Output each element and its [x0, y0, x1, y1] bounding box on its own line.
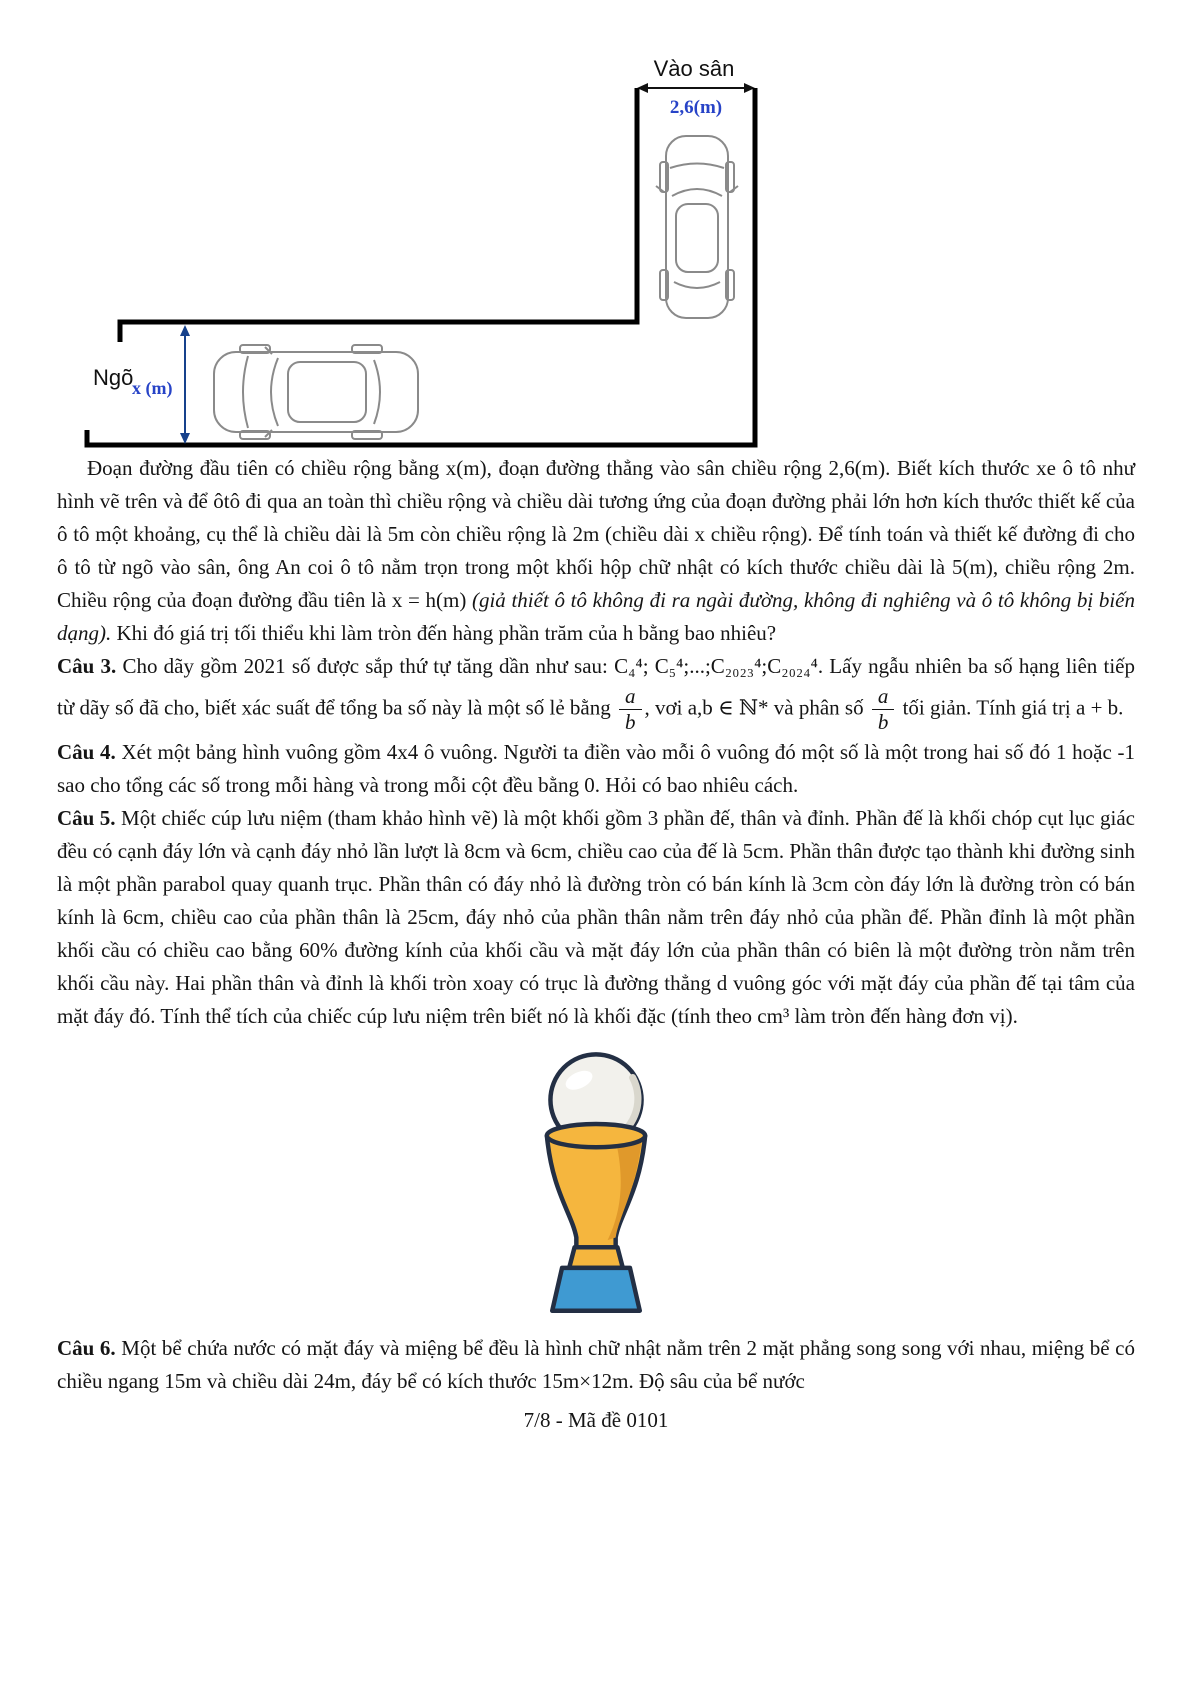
road-diagram	[0, 0, 1192, 452]
alley-label: Ngõ	[93, 365, 134, 390]
fraction-denominator: b	[877, 710, 889, 735]
question-3-text-1: Cho dãy gồm 2021 số được sắp thứ tự tăng dần như sau: C₄⁴; C₅⁴;...;C₂₀₂₃⁴;C₂₀₂₄⁴. Lấy ngẫu nhiên ba số hạng liên tiếp từ dãy số đã cho, biết xác suất để tổng ba số này là một số lẻ bằng	[57, 654, 1135, 720]
trophy-rim	[547, 1124, 645, 1147]
intro-italic-note: (giả thiết ô tô không đi ra ngài đường, không đi nghiêng và ô tô không bị biến dạng).	[57, 588, 1136, 645]
question-3-text-2: , vơi a,b ∈ ℕ* và phân số	[644, 695, 869, 720]
question-6-text: Một bể chứa nước có mặt đáy và miệng bể đều là hình chữ nhật nằm trên 2 mặt phẳng song song với nhau, miệng bể có chiều ngang 15m và chiều dài 24m, đáy bể có kích thước 15m×12m. Độ sâu của bể nước	[57, 1336, 1135, 1394]
alley-width-value: x (m)	[132, 378, 173, 398]
page-footer: 7/8 - Mã đề 0101	[523, 1408, 669, 1433]
alley-width-arrow	[180, 325, 190, 444]
question-3-text-3: tối giản. Tính giá trị a + b.	[897, 695, 1124, 720]
road-diagram-svg	[0, 0, 1192, 452]
question-4	[57, 736, 1135, 802]
intro-text-2: Khi đó giá trị tối thiểu khi làm tròn đến hàng phần trăm của h bằng bao nhiêu?	[111, 621, 777, 645]
trophy-base	[552, 1268, 640, 1311]
entrance-width-value: 2,6(m)	[669, 97, 723, 118]
intro-paragraph	[57, 452, 1135, 650]
trophy-figure	[0, 1033, 1192, 1332]
question-5-label: Câu 5.	[57, 806, 116, 831]
fraction-denominator: b	[625, 710, 636, 735]
question-6	[57, 1332, 1135, 1398]
road-edges	[87, 88, 755, 445]
question-5-text: Một chiếc cúp lưu niệm (tham khảo hình vẽ) là một khối gồm 3 phần đế, thân và đỉnh. Phần đế là khối chóp cụt lục giác đều có cạnh đáy lớn và cạnh đáy nhỏ lần lượt là 8cm và 6cm, chiều cao của đế là 5cm. Phần thân được tạo thành khi đường sinh là một phần parabol quay quanh trục. Phần thân có đáy nhỏ là đường tròn có bán kính là 3cm còn đáy lớn là đường tròn có bán kính là 6cm, chiều cao của phần thân là 25cm, đáy nhỏ của phần thân nằm trên đáy nhỏ của phần đế. Phần đỉnh là một phần khối cầu có chiều cao bằng 60% đường kính của khối cầu và mặt đáy lớn của phần thân có biên là một đường tròn nằm trên khối cầu này. Hai phần thân và đỉnh là khối tròn xoay có trục là đường thẳng d vuông góc với mặt đáy của phần đế tại tâm của mặt đáy đó. Tính thể tích của chiếc cúp lưu niệm trên biết nó là khối đặc (tính theo cm³ làm tròn đến hàng đơn vị).	[57, 806, 1135, 1029]
question-3-label: Câu 3.	[57, 654, 117, 678]
trophy-illustration	[520, 1049, 672, 1317]
fraction-a-over-b	[872, 683, 895, 736]
car-top-view-vertical-icon	[656, 136, 738, 318]
fraction-numerator: a	[872, 685, 895, 710]
question-6-label: Câu 6.	[57, 1336, 116, 1361]
entrance-label: Vào sân	[653, 56, 735, 81]
text-column	[57, 452, 1135, 1033]
fraction-numerator: a	[619, 685, 642, 710]
car-top-view-horizontal-icon	[214, 345, 418, 439]
fraction-a-over-b	[619, 683, 642, 736]
trophy-neck	[569, 1248, 623, 1269]
question-4-label: Câu 4.	[57, 740, 116, 765]
question-3	[57, 650, 1135, 736]
question-5	[57, 802, 1135, 1033]
text-column-bottom	[57, 1332, 1135, 1398]
question-4-text: Xét một bảng hình vuông gồm 4x4 ô vuông. Người ta điền vào mỗi ô vuông đó một số là một trong hai số đó 1 hoặc -1 sao cho tổng các số trong mỗi hàng và trong mỗi cột đều bằng 0. Hỏi có bao nhiêu cách.	[57, 740, 1135, 798]
entrance-width-arrow	[637, 83, 755, 93]
intro-text-1: Đoạn đường đầu tiên có chiều rộng bằng x(m), đoạn đường thẳng vào sân chiều rộng 2,6(m). Biết kích thước xe ô tô như hình vẽ trên và để ôtô đi qua an toàn thì chiều rộng và chiều dài tương ứng của đoạn đường phải lớn hơn kích thước thiết kế của ô tô một khoảng, cụ thể là chiều dài là 5m còn chiều rộng là 2m (chiều dài x chiều rộng). Để tính toán và thiết kế đường đi cho ô tô từ ngõ vào sân, ông An coi ô tô nằm trọn trong một khối hộp chữ nhật có kích thước chiều dài là 5(m), chiều rộng 2m. Chiều rộng của đoạn đường đầu tiên là x = h(m)	[57, 456, 1135, 612]
